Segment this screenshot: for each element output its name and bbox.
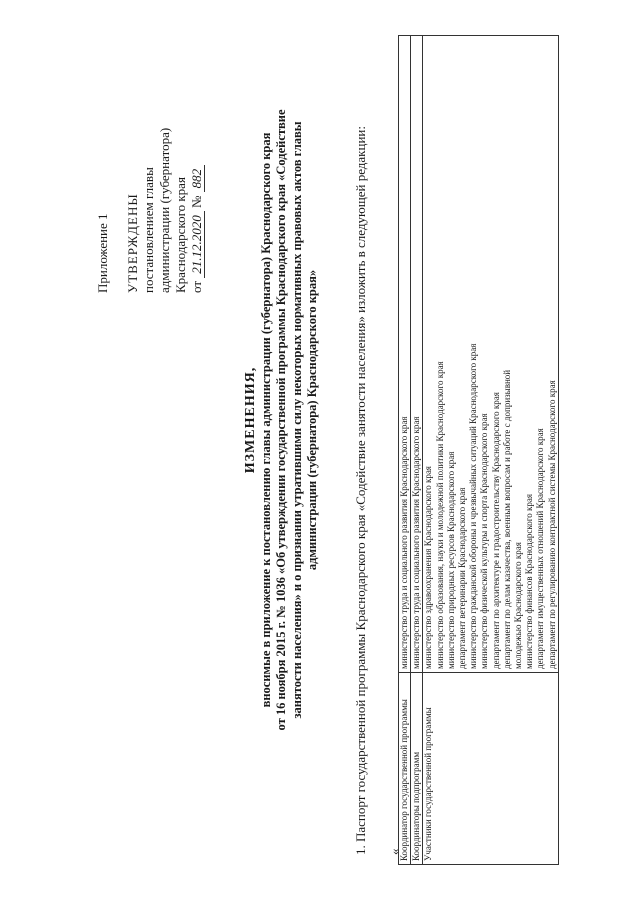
- value-line: министерство гражданской обороны и чрезвычайных ситуаций Краснодарского края: [468, 343, 479, 669]
- row-value: [423, 36, 558, 673]
- approved-label: УТВЕРЖДЕНЫ: [125, 193, 140, 293]
- appendix-label: Приложение 1: [95, 213, 110, 293]
- opening-quote: «: [387, 848, 402, 855]
- value-line: департамент по делам казачества, военным вопросам и работе с допризывной: [501, 369, 512, 669]
- row-value: [399, 36, 411, 673]
- value-line: департамент ветеринарии Краснодарского края: [457, 487, 468, 669]
- row-label: Участники государственной программы: [423, 673, 558, 865]
- row-label: Координаторы подпрограмм: [411, 673, 423, 865]
- value-line: министерство труда и социального развития Краснодарского края: [399, 416, 409, 669]
- value-line: министерство здравоохранения Краснодарского края: [423, 466, 434, 669]
- table-row: [411, 36, 423, 865]
- value-line: министерство финансов Краснодарского края: [524, 494, 535, 669]
- title-line: вносимые в приложение к постановлению главы администрации (губернатора) Краснодарского края: [258, 132, 273, 708]
- passport-table: [398, 35, 559, 865]
- sig-prefix: от: [189, 280, 204, 293]
- value-line: министерство образования, науки и молодежной политики Краснодарского края: [434, 361, 445, 669]
- sig-date: 21.12.2020: [189, 211, 205, 278]
- approval-line: постановлением главы: [141, 167, 156, 293]
- value-line: молодежью Краснодарского края: [513, 542, 524, 669]
- approval-line: администрации (губернатора): [157, 127, 172, 293]
- approval-block: [95, 93, 205, 293]
- document-title: [243, 45, 321, 795]
- row-value: [411, 36, 423, 673]
- title-heading: ИЗМЕНЕНИЯ,: [243, 366, 258, 474]
- title-line: занятости населения» и о признании утратившими силу некоторых нормативных правовых актов главы: [289, 121, 304, 719]
- approval-signature-line: [189, 93, 205, 293]
- table-row: [423, 36, 558, 865]
- value-line: департамент по регулированию контрактной системы Краснодарского края: [546, 380, 557, 669]
- table-row: [399, 36, 411, 865]
- value-line: министерство физической культуры и спорта Краснодарского края: [479, 413, 490, 669]
- title-line: администрации (губернатора) Краснодарского края»: [305, 269, 319, 571]
- value-line: министерство труда и социального развития Краснодарского края: [411, 416, 422, 669]
- value-line: департамент имущественных отношений Краснодарского края: [535, 428, 546, 669]
- row-label: Координатор государственной программы: [399, 673, 411, 865]
- sig-number: 882: [189, 165, 205, 193]
- value-line: департамент по архитектуре и градостроительству Краснодарского края: [490, 392, 501, 669]
- title-line: от 16 ноября 2015 г. № 1036 «Об утверждении государственной программы Краснодарского края «Содействие: [274, 109, 288, 731]
- body-paragraph: 1. Паспорт государственной программы Краснодарского края «Содействие занятости населения» изложить в следующей редакции:: [353, 126, 368, 855]
- sig-no: №: [189, 195, 204, 208]
- value-line: министерство природных ресурсов Краснодарского края: [445, 451, 456, 669]
- passport-table-body: [399, 36, 559, 865]
- approval-line: Краснодарского края: [173, 177, 188, 293]
